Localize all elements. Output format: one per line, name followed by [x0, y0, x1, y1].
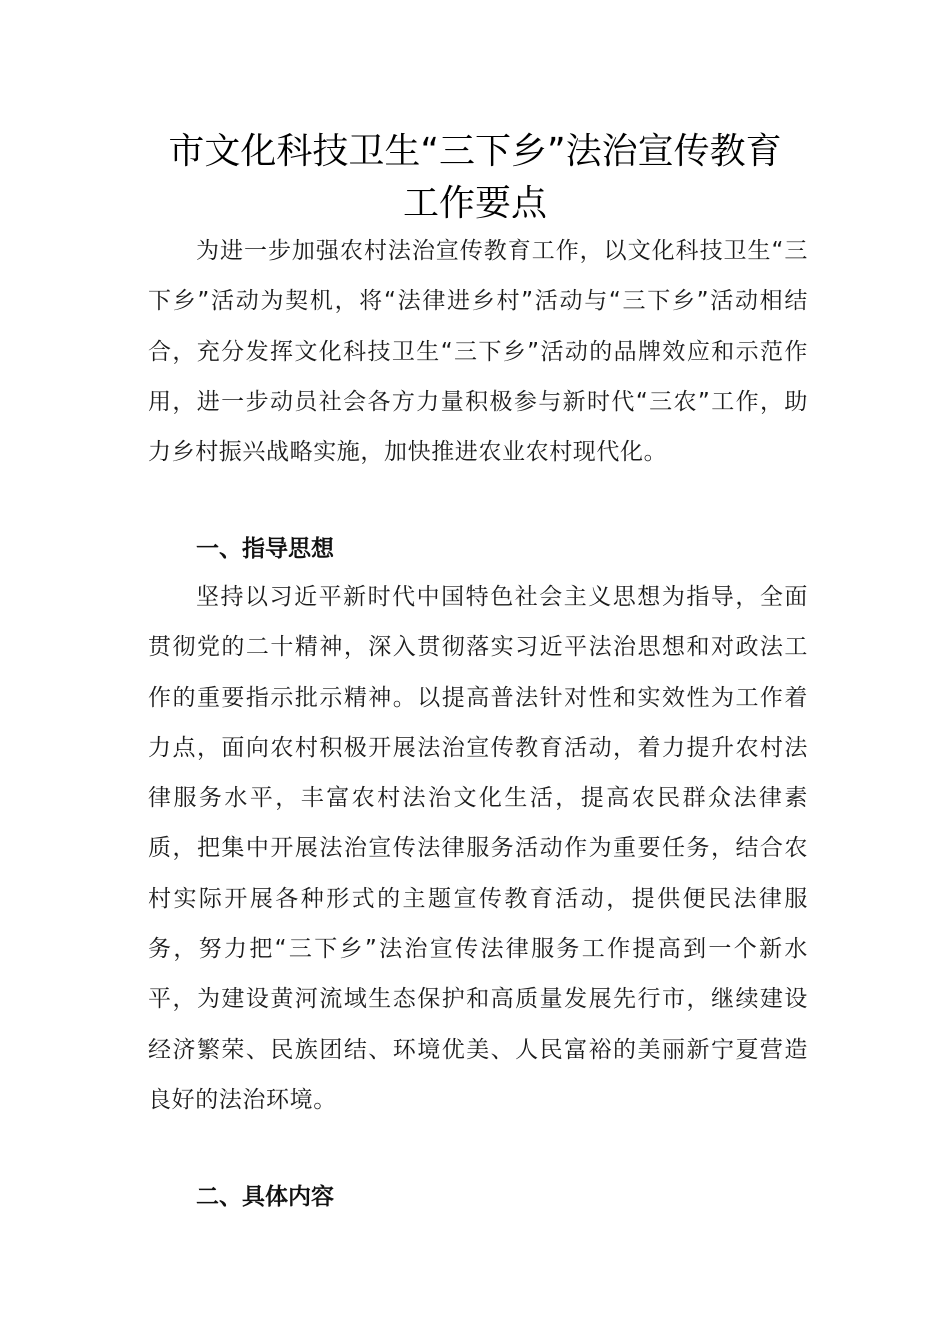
intro-paragraph: 为进一步加强农村法治宣传教育工作，以文化科技卫生“三下乡”活动为契机，将“法律进乡村”活动与“三下乡”活动相结合，充分发挥文化科技卫生“三下乡”活动的品牌效应和示范作用，进一步动员社会各方力量积极参与新时代“三农”工作，助力乡村振兴战略实施，加快推进农业农村现代化。	[148, 238, 808, 466]
document-title-line-2: 工作要点	[402, 183, 547, 224]
guiding-ideology-paragraph: 坚持以习近平新时代中国特色社会主义思想为指导，全面贯彻党的二十精神，深入贯彻落实习近平法治思想和对政法工作的重要指示批示精神。以提高普法针对性和实效性为工作着力点，面向农村积极开展法治宣传教育活动，着力提升农村法律服务水平，丰富农村法治文化生活，提高农民群众法律素质，把集中开展法治宣传法律服务活动作为重要任务，结合农村实际开展各种形式的主题宣传教育活动，提供便民法律服务，努力把“三下乡”法治宣传法律服务工作提高到一个新水平，为建设黄河流域生态保护和高质量发展先行市，继续建设经济繁荣、民族团结、环境优美、人民富裕的美丽新宁夏营造良好的法治环境。	[148, 584, 808, 1113]
section-heading-guiding-ideology: 一、指导思想	[196, 536, 334, 562]
document-title-line-1: 市文化科技卫生“三下乡”法治宣传教育	[168, 131, 782, 172]
section-heading-specific-content: 二、具体内容	[196, 1184, 334, 1210]
